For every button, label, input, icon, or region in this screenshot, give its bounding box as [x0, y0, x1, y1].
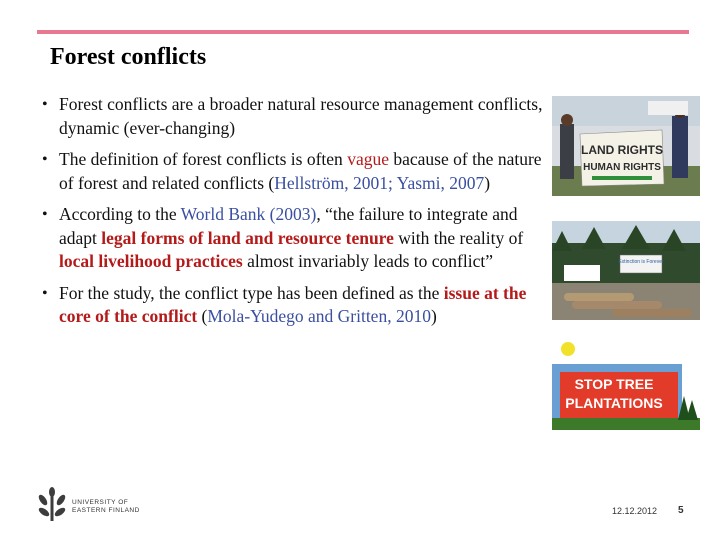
bullet-icon: •: [42, 206, 48, 223]
bullet-icon: •: [42, 96, 48, 113]
stop-plantations-poster: [552, 336, 700, 430]
bullet-item: [40, 203, 545, 274]
title-divider-line: [37, 30, 689, 34]
emphasis-text: legal forms of land and resource tenure: [101, 227, 394, 248]
emphasis-text: local livelihood practices: [59, 251, 243, 271]
citation-text: Hellström, 2001; Yasmi, 2007: [274, 172, 485, 193]
bullet-text: For the study, the conflict type has been defined as the issue at the core of the conflict (Mola-Yudego and Gritten, 2010): [59, 282, 527, 326]
citation-text: Mola-Yudego and Gritten, 2010: [207, 306, 431, 326]
page-title: Forest conflicts: [50, 44, 207, 70]
protest-photo: [552, 96, 700, 196]
bullet-icon: •: [42, 284, 48, 302]
bullet-text: According to the World Bank (2003), “the failure to integrate and adapt legal forms of land and resource tenure with the reality of local livelihood practices almost invariably leads to conflict”: [59, 204, 524, 271]
bullet-text: The definition of forest conflicts is often vague bacause of the nature of forest and related conflicts (Hellström, 2001; Yasmi, 2007): [59, 149, 542, 193]
bullet-text: Forest conflicts are a broader natural resource management conflicts, dynamic (ever-changing): [59, 94, 543, 138]
university-name: UNIVERSITY OF EASTERN FINLAND: [72, 499, 140, 514]
banner-text: LAND RIGHTS: [581, 143, 663, 157]
bullet-list: [40, 93, 545, 337]
citation-text: World Bank (2003): [180, 204, 317, 224]
forest-sign-photo: [552, 221, 700, 320]
poster-text: STOP TREE: [574, 376, 654, 392]
slide-date: 12.12.2012: [612, 506, 658, 516]
bullet-item: [40, 93, 545, 140]
bullet-item: [40, 148, 545, 195]
emphasis-text: issue at the core of the conflict: [59, 282, 527, 326]
sign-text: Extinction is Forever: [618, 259, 664, 265]
university-leaf-icon: [34, 486, 70, 522]
page-number: 5: [678, 505, 684, 516]
banner-text: HUMAN RIGHTS: [583, 162, 661, 173]
bullet-item: [40, 282, 545, 329]
emphasis-text: vague: [347, 149, 389, 169]
poster-text: PLANTATIONS: [565, 395, 663, 411]
bullet-icon: •: [42, 151, 48, 168]
